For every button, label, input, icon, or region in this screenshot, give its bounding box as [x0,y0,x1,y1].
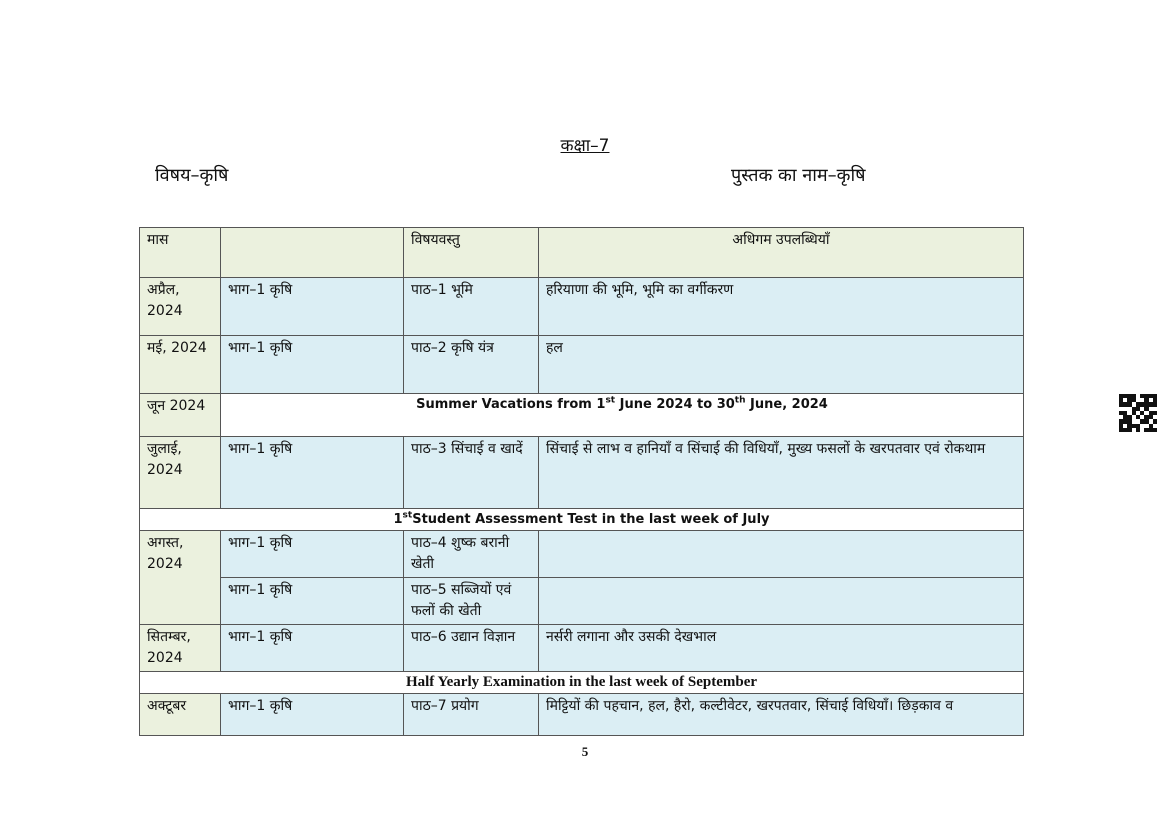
month-cell: जून 2024 [140,394,221,437]
month-cell: अगस्त, 2024 [140,531,221,625]
content-cell: पाठ–3 सिंचाई व खादें [404,437,539,509]
half-yearly-exam-notice: Half Yearly Examination in the last week of September [140,672,1024,694]
part-cell: भाग–1 कृषि [221,625,404,672]
part-cell: भाग–1 कृषि [221,578,404,625]
header-outcomes: अधिगम उपलब्धियाँ [539,228,1024,278]
table-row [140,578,1024,625]
header-part [221,228,404,278]
outcomes-cell: हरियाणा की भूमि, भूमि का वर्गीकरण [539,278,1024,336]
outcomes-cell [539,531,1024,578]
page-number: 5 [581,744,589,759]
month-cell: अप्रैल, 2024 [140,278,221,336]
part-cell: भाग–1 कृषि [221,437,404,509]
content-cell: पाठ–4 शुष्क बरानी खेती [404,531,539,578]
month-cell: जुलाई, 2024 [140,437,221,509]
outcomes-cell: नर्सरी लगाना और उसकी देखभाल [539,625,1024,672]
content-cell: पाठ–2 कृषि यंत्र [404,336,539,394]
header-content: विषयवस्तु [404,228,539,278]
outcomes-cell: सिंचाई से लाभ व हानियाँ व सिंचाई की विधियाँ, मुख्य फसलों के खरपतवार एवं रोकथाम [539,437,1024,509]
month-cell: अक्टूबर [140,694,221,736]
table-row [140,694,1024,736]
content-cell: पाठ–7 प्रयोग [404,694,539,736]
assessment-test-notice: 1stStudent Assessment Test in the last week of July [140,509,1024,531]
syllabus-table [139,227,1024,736]
table-row [140,336,1024,394]
table-row [140,278,1024,336]
exam-row [140,672,1024,694]
vacation-row [140,394,1024,437]
month-cell: सितम्बर, 2024 [140,625,221,672]
qr-code-icon [1119,394,1157,432]
summer-vacation-notice: Summer Vacations from 1st June 2024 to 30th June, 2024 [221,394,1024,437]
book-name-label: पुस्तक का नाम–कृषि [731,165,866,186]
outcomes-cell: मिट्टियों की पहचान, हल, हैरो, कल्टीवेटर, खरपतवार, सिंचाई विधियाँ। छिड़काव व [539,694,1024,736]
table-row [140,437,1024,509]
table-row [140,531,1024,578]
content-cell: पाठ–1 भूमि [404,278,539,336]
part-cell: भाग–1 कृषि [221,694,404,736]
content-cell: पाठ–6 उद्यान विज्ञान [404,625,539,672]
outcomes-cell [539,578,1024,625]
content-cell: पाठ–5 सब्जियों एवं फलों की खेती [404,578,539,625]
assessment-row [140,509,1024,531]
month-cell: मई, 2024 [140,336,221,394]
header-month: मास [140,228,221,278]
subject-label: विषय–कृषि [155,165,229,186]
outcomes-cell: हल [539,336,1024,394]
class-title: कक्षा–7 [560,136,610,156]
table-header-row [140,228,1024,278]
part-cell: भाग–1 कृषि [221,531,404,578]
part-cell: भाग–1 कृषि [221,336,404,394]
part-cell: भाग–1 कृषि [221,278,404,336]
table-row [140,625,1024,672]
